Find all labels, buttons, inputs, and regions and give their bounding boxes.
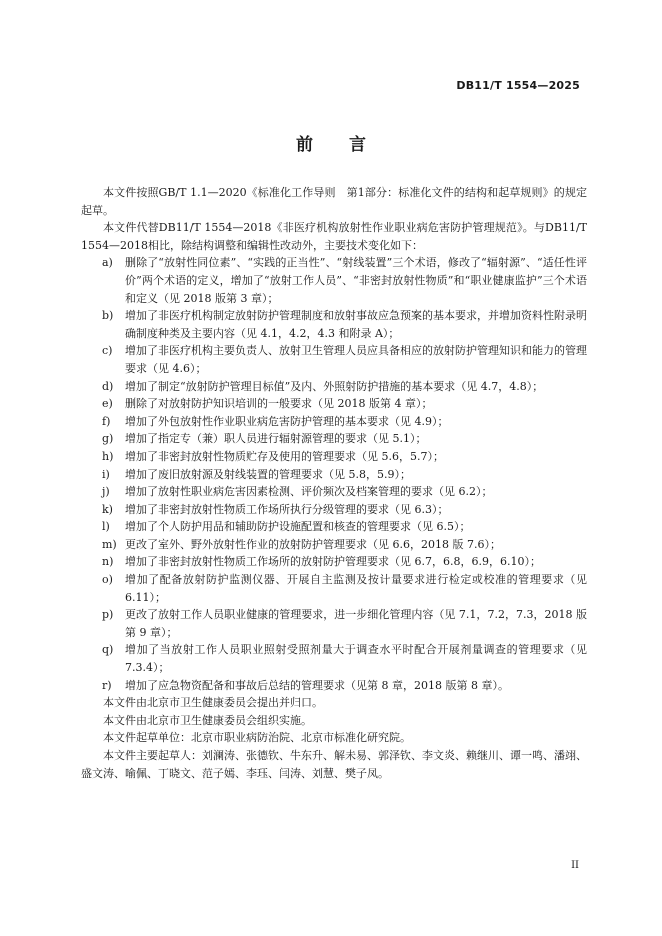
- list-item: [81, 430, 587, 448]
- list-item-text: 增加了指定专（兼）职人员进行辐射源管理的要求（见 5.1）；: [125, 432, 427, 446]
- list-marker: e): [102, 397, 113, 411]
- list-marker: m): [102, 537, 117, 551]
- list-marker: r): [102, 678, 112, 692]
- list-item-text: 增加了非密封放射性物质贮存及使用的管理要求（见 5.6，5.7）；: [125, 449, 444, 463]
- changes-list: [81, 254, 587, 694]
- list-marker: n): [102, 555, 114, 569]
- list-item: [81, 254, 587, 307]
- list-item-text: 增加了废旧放射源及射线装置的管理要求（见 5.8，5.9）；: [125, 467, 411, 481]
- list-item-text: 增加了个人防护用品和辅助防护设施配置和核查的管理要求（见 6.5）；: [125, 520, 471, 534]
- list-marker: h): [102, 449, 114, 463]
- list-marker: g): [102, 432, 114, 446]
- list-item-text: 删除了“放射性同位素”、“实践的正当性”、“射线装置”三个术语，修改了“辐射源”、“适任性评价”两个术语的定义，增加了“放射工作人员”、“非密封放射性物质”和“职业健康监护”三个术语和定义（见 2018 版第 3 章）；: [125, 256, 587, 305]
- list-item: [81, 483, 587, 501]
- list-item: [81, 536, 587, 554]
- list-item: [81, 413, 587, 431]
- intro-paragraph: 本文件按照GB/T 1.1—2020《标准化工作导则 第1部分：标准化文件的结构和起草规则》的规定起草。: [81, 186, 587, 217]
- drafting-organizations: 本文件起草单位：北京市职业病防治院、北京市标准化研究院。: [103, 731, 411, 745]
- list-marker: f): [102, 414, 111, 428]
- title-char-1: 前: [296, 135, 313, 155]
- list-item-text: 删除了对放射防护知识培训的一般要求（见 2018 版第 4 章）；: [125, 397, 433, 411]
- list-item-text: 增加了外包放射性作业职业病危害防护管理的基本要求（见 4.9）；: [125, 414, 449, 428]
- list-marker: o): [102, 573, 113, 587]
- list-item-text: 增加了非医疗机构制定放射防护管理制度和放射事故应急预案的基本要求，并增加资料性附录明确制度种类及主要内容（见 4.1，4.2，4.3 和附录 A）；: [125, 309, 587, 340]
- title-char-2: 言: [349, 135, 366, 155]
- list-item: [81, 641, 587, 676]
- intro-paragraph: 本文件代替DB11/T 1554—2018《非医疗机构放射性作业职业病危害防护管理规范》。与DB11/T 1554—2018相比，除结构调整和编辑性改动外，主要技术变化如下：: [81, 221, 587, 252]
- list-item-text: 增加了制定“放射防护管理目标值”及内、外照射防护措施的基本要求（见 4.7，4.8）；: [125, 379, 544, 393]
- list-item: [81, 378, 587, 396]
- list-marker: l): [102, 520, 110, 534]
- list-item: [81, 606, 587, 641]
- drafters-list: 本文件主要起草人：刘澜涛、张德钦、牛东升、解未易、郭泽钦、李文炎、赖继川、谭一鸣、潘翊、盛文涛、喻佩、丁晓文、范子嫣、李珏、闫涛、刘慧、樊子凤。: [81, 749, 587, 780]
- list-item-text: 更改了室外、野外放射性作业的放射防护管理要求（见 6.6，2018 版 7.6）；: [125, 537, 501, 551]
- list-marker: c): [102, 344, 113, 358]
- list-item: [81, 518, 587, 536]
- list-marker: i): [102, 467, 110, 481]
- page-title: [0, 130, 662, 155]
- list-item-text: 更改了放射工作人员职业健康的管理要求，进一步细化管理内容（见 7.1，7.2，7.3，2018 版第 9 章）；: [125, 608, 587, 639]
- list-marker: b): [102, 309, 114, 323]
- list-item-text: 增加了非医疗机构主要负责人、放射卫生管理人员应具备相应的放射防护管理知识和能力的管理要求（见 4.6）；: [125, 344, 587, 375]
- document-identifier: DB11/T 1554—2025: [456, 79, 580, 92]
- list-item: [81, 571, 587, 606]
- list-marker: j): [102, 485, 110, 499]
- foreword-body: [81, 184, 587, 782]
- closing-paragraph: 本文件由北京市卫生健康委员会组织实施。: [103, 713, 312, 727]
- list-item: [81, 677, 587, 695]
- list-marker: p): [102, 608, 114, 622]
- list-item: [81, 307, 587, 342]
- list-item: [81, 466, 587, 484]
- list-item-text: 增加了非密封放射性物质工作场所的放射防护管理要求（见 6.7，6.8，6.9，6.10）；: [125, 555, 541, 569]
- page-number: II: [571, 860, 579, 871]
- list-item-text: 增加了应急物资配备和事故后总结的管理要求（见第 8 章，2018 版第 8 章）。: [125, 678, 509, 692]
- list-marker: d): [102, 379, 114, 393]
- list-item-text: 增加了配备放射防护监测仪器、开展自主监测及按计量要求进行检定或校准的管理要求（见 6.11）；: [125, 573, 587, 604]
- list-marker: a): [102, 256, 113, 270]
- list-item-text: 增加了非密封放射性物质工作场所执行分级管理的要求（见 6.3）；: [125, 502, 449, 516]
- list-item: [81, 501, 587, 519]
- list-item-text: 增加了当放射工作人员职业照射受照剂量大于调查水平时配合开展剂量调查的管理要求（见 7.3.4）；: [125, 643, 587, 675]
- list-item: [81, 448, 587, 466]
- list-item: [81, 342, 587, 377]
- list-item: [81, 395, 587, 413]
- list-item: [81, 553, 587, 571]
- list-marker: q): [102, 643, 114, 657]
- list-item-text: 增加了放射性职业病危害因素检测、评价频次及档案管理的要求（见 6.2）；: [125, 485, 493, 499]
- list-marker: k): [102, 502, 113, 516]
- closing-paragraph: 本文件由北京市卫生健康委员会提出并归口。: [103, 696, 323, 710]
